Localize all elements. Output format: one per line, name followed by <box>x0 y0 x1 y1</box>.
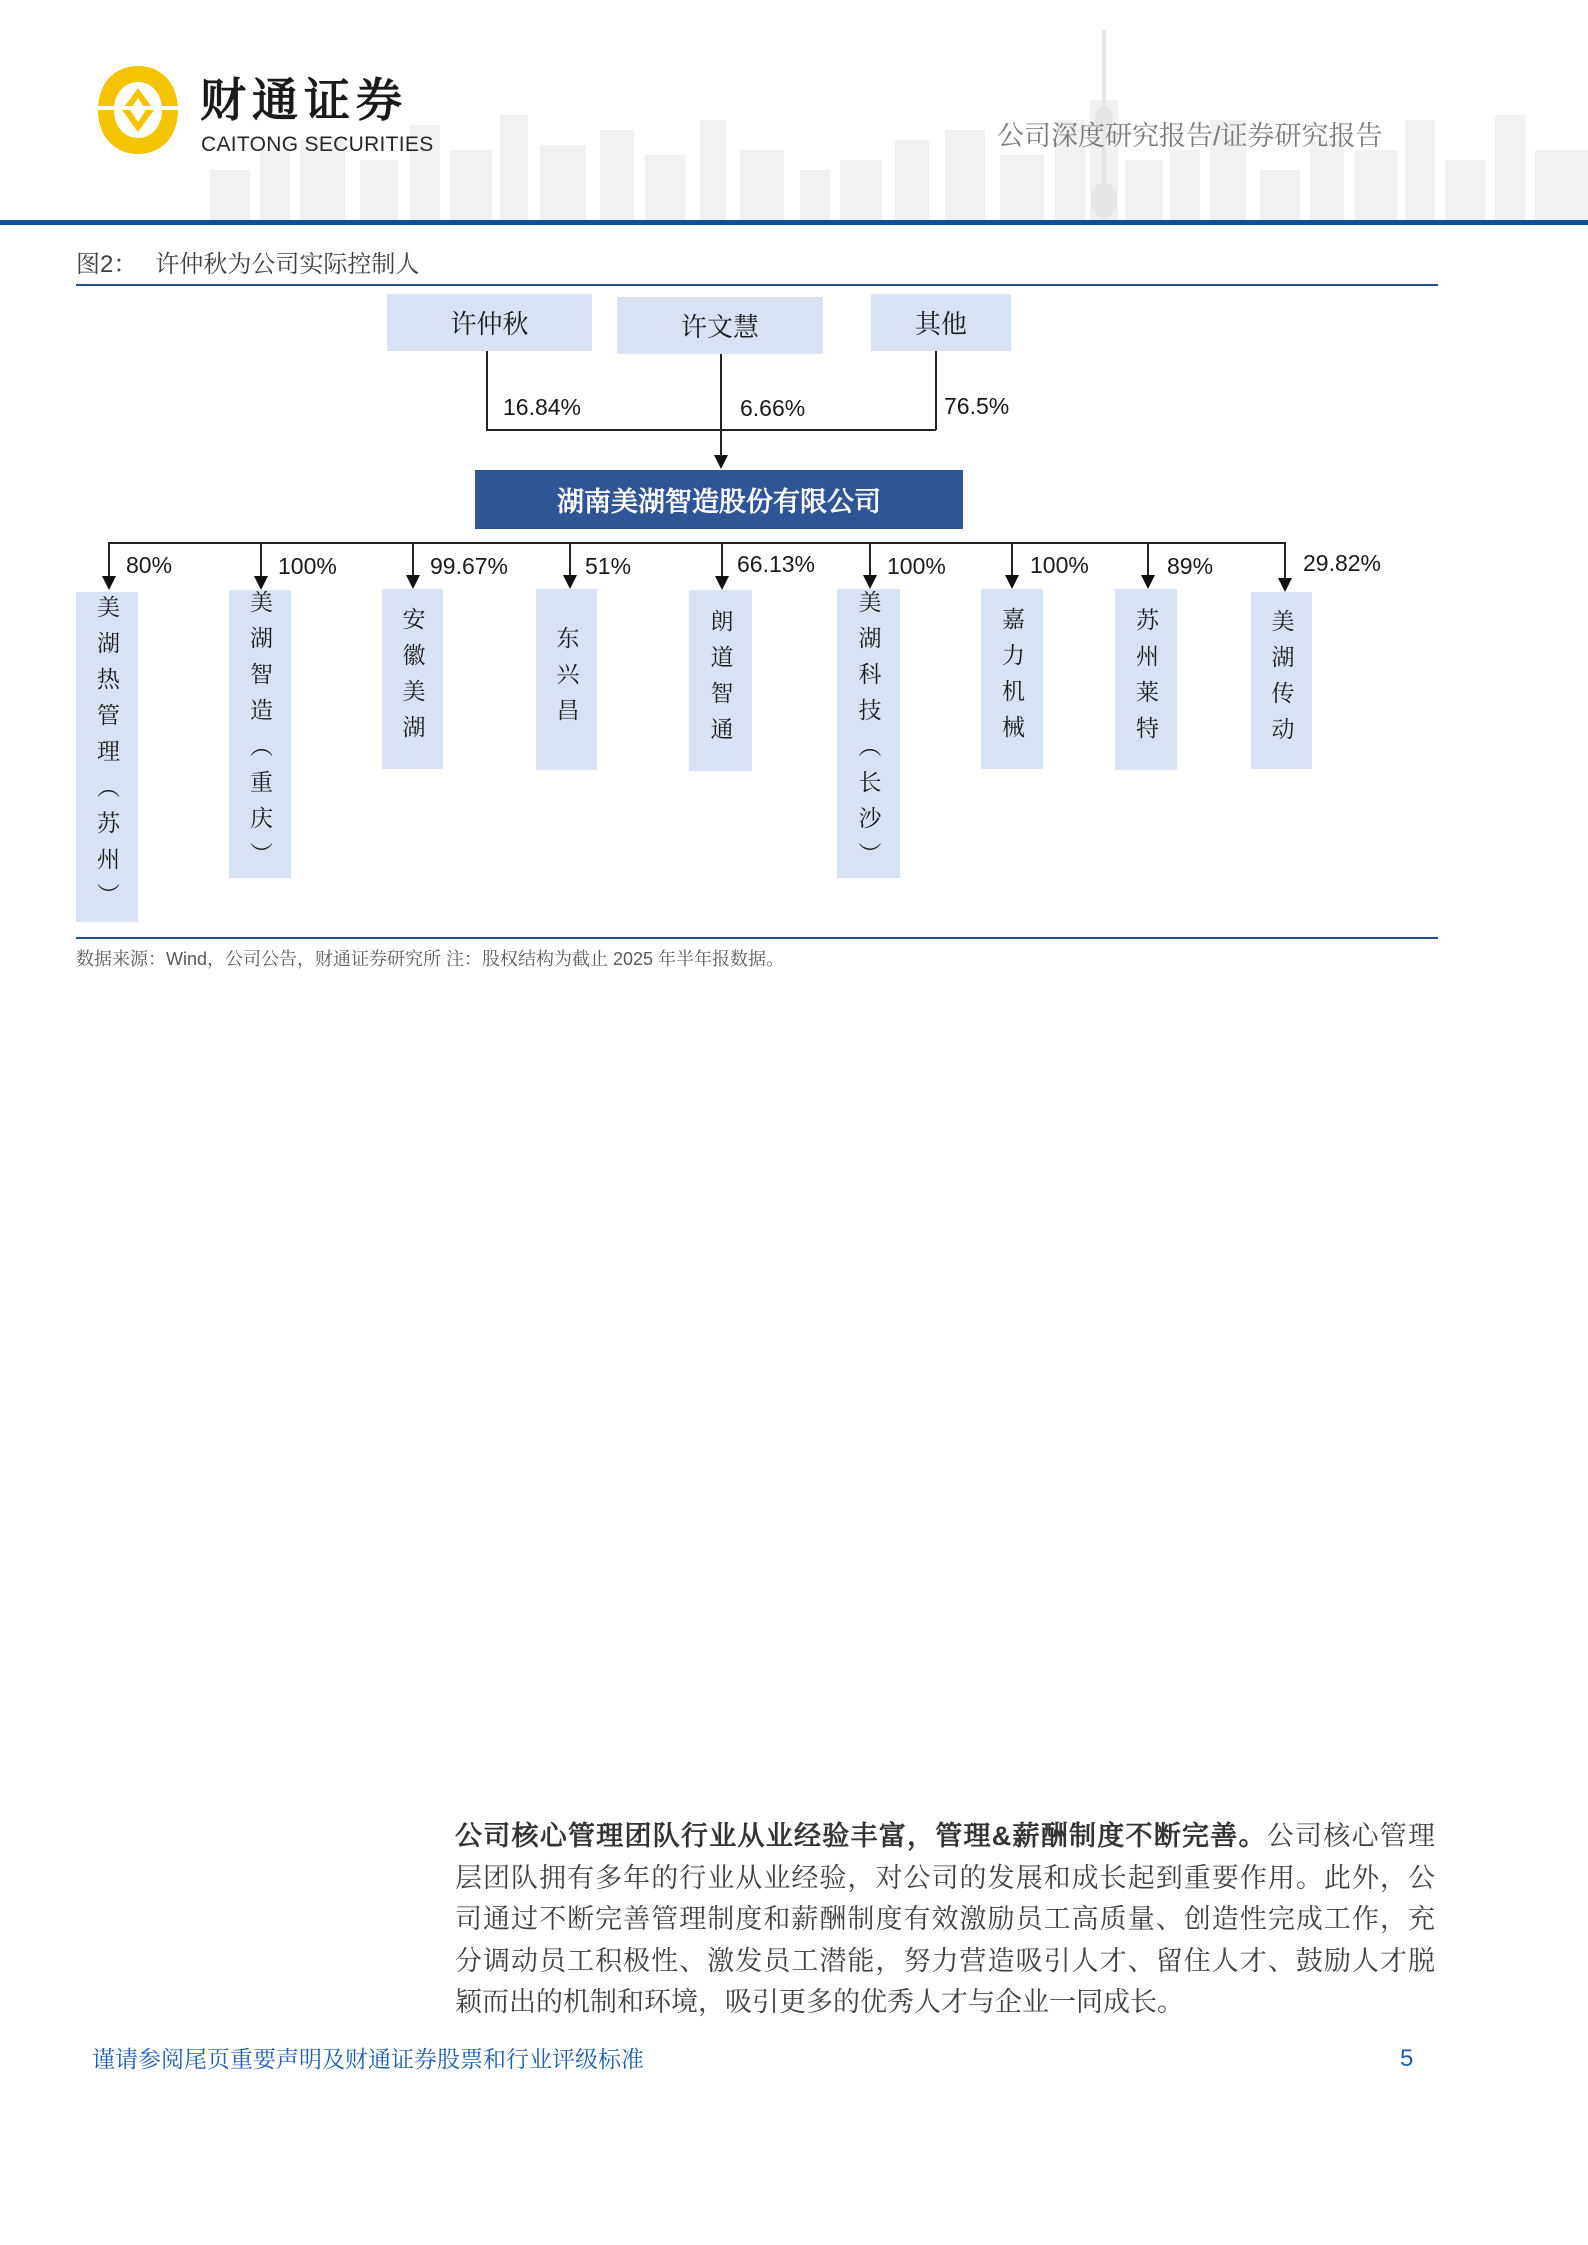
subsidiary-box <box>837 589 900 878</box>
figure-title <box>76 250 419 280</box>
subsidiary-box <box>689 590 752 771</box>
subsidiary-name: 美湖科技（长沙） <box>855 589 882 878</box>
arrow-down-icon <box>1005 575 1019 589</box>
subsidiary-percent: 100% <box>1030 552 1089 578</box>
connector-line <box>721 542 723 578</box>
figure-title-rule <box>76 284 1438 286</box>
figure-number: 图2： <box>76 251 138 278</box>
subsidiary-name: 美湖热管理（苏州） <box>94 595 120 919</box>
subsidiary-box <box>229 590 291 878</box>
body-line: 层团队拥有多年的行业从业经验，对公司的发展和成长起到重要作用。此外，公 <box>455 1862 1435 1893</box>
subsidiary-name: 安徽美湖 <box>399 607 426 751</box>
body-line: 司通过不断完善管理制度和薪酬制度有效激励员工高质量、创造性完成工作，充 <box>455 1904 1435 1934</box>
subsidiary-box <box>76 592 138 922</box>
connector-line <box>108 542 1285 544</box>
connector-line <box>486 429 936 431</box>
subsidiary-box <box>536 589 597 770</box>
shareholding-percent: 16.84% <box>503 394 582 420</box>
report-type-label: 公司深度研究报告/证券研究报告 <box>997 121 1383 151</box>
subsidiary-name: 美湖传动 <box>1268 608 1295 753</box>
disclaimer-link[interactable]: 谨请参阅尾页重要声明及财通证券股票和行业评级标准 <box>92 2046 644 2072</box>
page-number: 5 <box>1400 2045 1414 2072</box>
connector-line <box>108 542 110 578</box>
subsidiary-percent: 99.67% <box>430 553 509 579</box>
connector-line <box>1284 542 1286 580</box>
logo-chinese-name: 财通证券 <box>200 73 408 127</box>
connector-line <box>486 351 488 430</box>
arrow-down-icon <box>1278 578 1292 592</box>
arrow-down-icon <box>1141 575 1155 589</box>
arrow-down-icon <box>254 576 268 590</box>
connector-line <box>720 354 722 456</box>
connector-line <box>935 351 937 430</box>
subsidiary-name: 美湖智造（重庆） <box>247 590 273 878</box>
subsidiary-name: 朗道智通 <box>707 608 734 753</box>
body-line: 分调动员工积极性、激发员工潜能，努力营造吸引人才、留住人才、鼓励人才脱 <box>455 1945 1435 1976</box>
shareholding-percent: 6.66% <box>740 395 806 421</box>
body-line <box>455 1816 1435 1858</box>
arrow-down-icon <box>102 576 116 590</box>
subsidiary-name: 东兴昌 <box>553 625 580 734</box>
connector-line <box>260 542 262 578</box>
body-line-text: 公司核心管理 <box>1266 1821 1435 1851</box>
subsidiary-percent: 89% <box>1167 553 1214 579</box>
shareholder-box-xu-zhongqiu <box>387 294 592 351</box>
subsidiary-box <box>1251 592 1312 769</box>
connector-line <box>1147 542 1149 578</box>
connector-line <box>412 542 414 578</box>
subsidiary-percent: 80% <box>126 552 173 578</box>
shareholder-name: 其他 <box>914 309 967 339</box>
subsidiary-percent: 51% <box>585 553 632 579</box>
logo-english-name: CAITONG SECURITIES <box>201 133 434 156</box>
arrow-down-icon <box>714 455 728 469</box>
subsidiary-box <box>382 589 443 769</box>
connector-line <box>1011 542 1013 578</box>
connector-line <box>569 542 571 578</box>
body-paragraph <box>455 1816 1435 2024</box>
shareholder-name: 许文慧 <box>680 312 759 342</box>
shareholder-box-others <box>871 294 1011 351</box>
arrow-down-icon <box>406 575 420 589</box>
shareholder-name: 许仲秋 <box>450 309 529 339</box>
arrow-down-icon <box>715 576 729 590</box>
arrow-down-icon <box>863 575 877 589</box>
subsidiary-box <box>1115 589 1177 770</box>
subsidiary-box <box>981 589 1043 769</box>
logo-emblem-icon <box>92 62 184 158</box>
subsidiary-percent: 66.13% <box>737 551 816 577</box>
shareholder-box-xu-wenhui <box>617 297 823 354</box>
figure-source-note: 数据来源：Wind，公司公告，财通证券研究所 注：股权结构为截止 2025 年半年报数据。 <box>76 949 785 969</box>
subsidiary-name: 嘉力机械 <box>999 607 1025 751</box>
subsidiary-percent: 100% <box>887 553 946 579</box>
body-line: 颖而出的机制和环境，吸引更多的优秀人才与企业一同成长。 <box>455 1987 1184 2017</box>
body-lead-sentence: 公司核心管理团队行业从业经验丰富，管理&薪酬制度不断完善。 <box>455 1821 1267 1851</box>
figure-title-text: 许仲秋为公司实际控制人 <box>155 251 420 278</box>
connector-line <box>869 542 871 578</box>
subsidiary-name: 苏州莱特 <box>1133 607 1159 752</box>
company-name: 湖南美湖智造股份有限公司 <box>557 487 881 517</box>
arrow-down-icon <box>563 575 577 589</box>
header-divider <box>0 220 1588 225</box>
figure-bottom-rule <box>76 937 1438 939</box>
shareholding-percent: 76.5% <box>944 393 1010 419</box>
subsidiary-percent: 29.82% <box>1303 550 1382 576</box>
subsidiary-percent: 100% <box>278 553 337 579</box>
company-box <box>475 470 963 529</box>
